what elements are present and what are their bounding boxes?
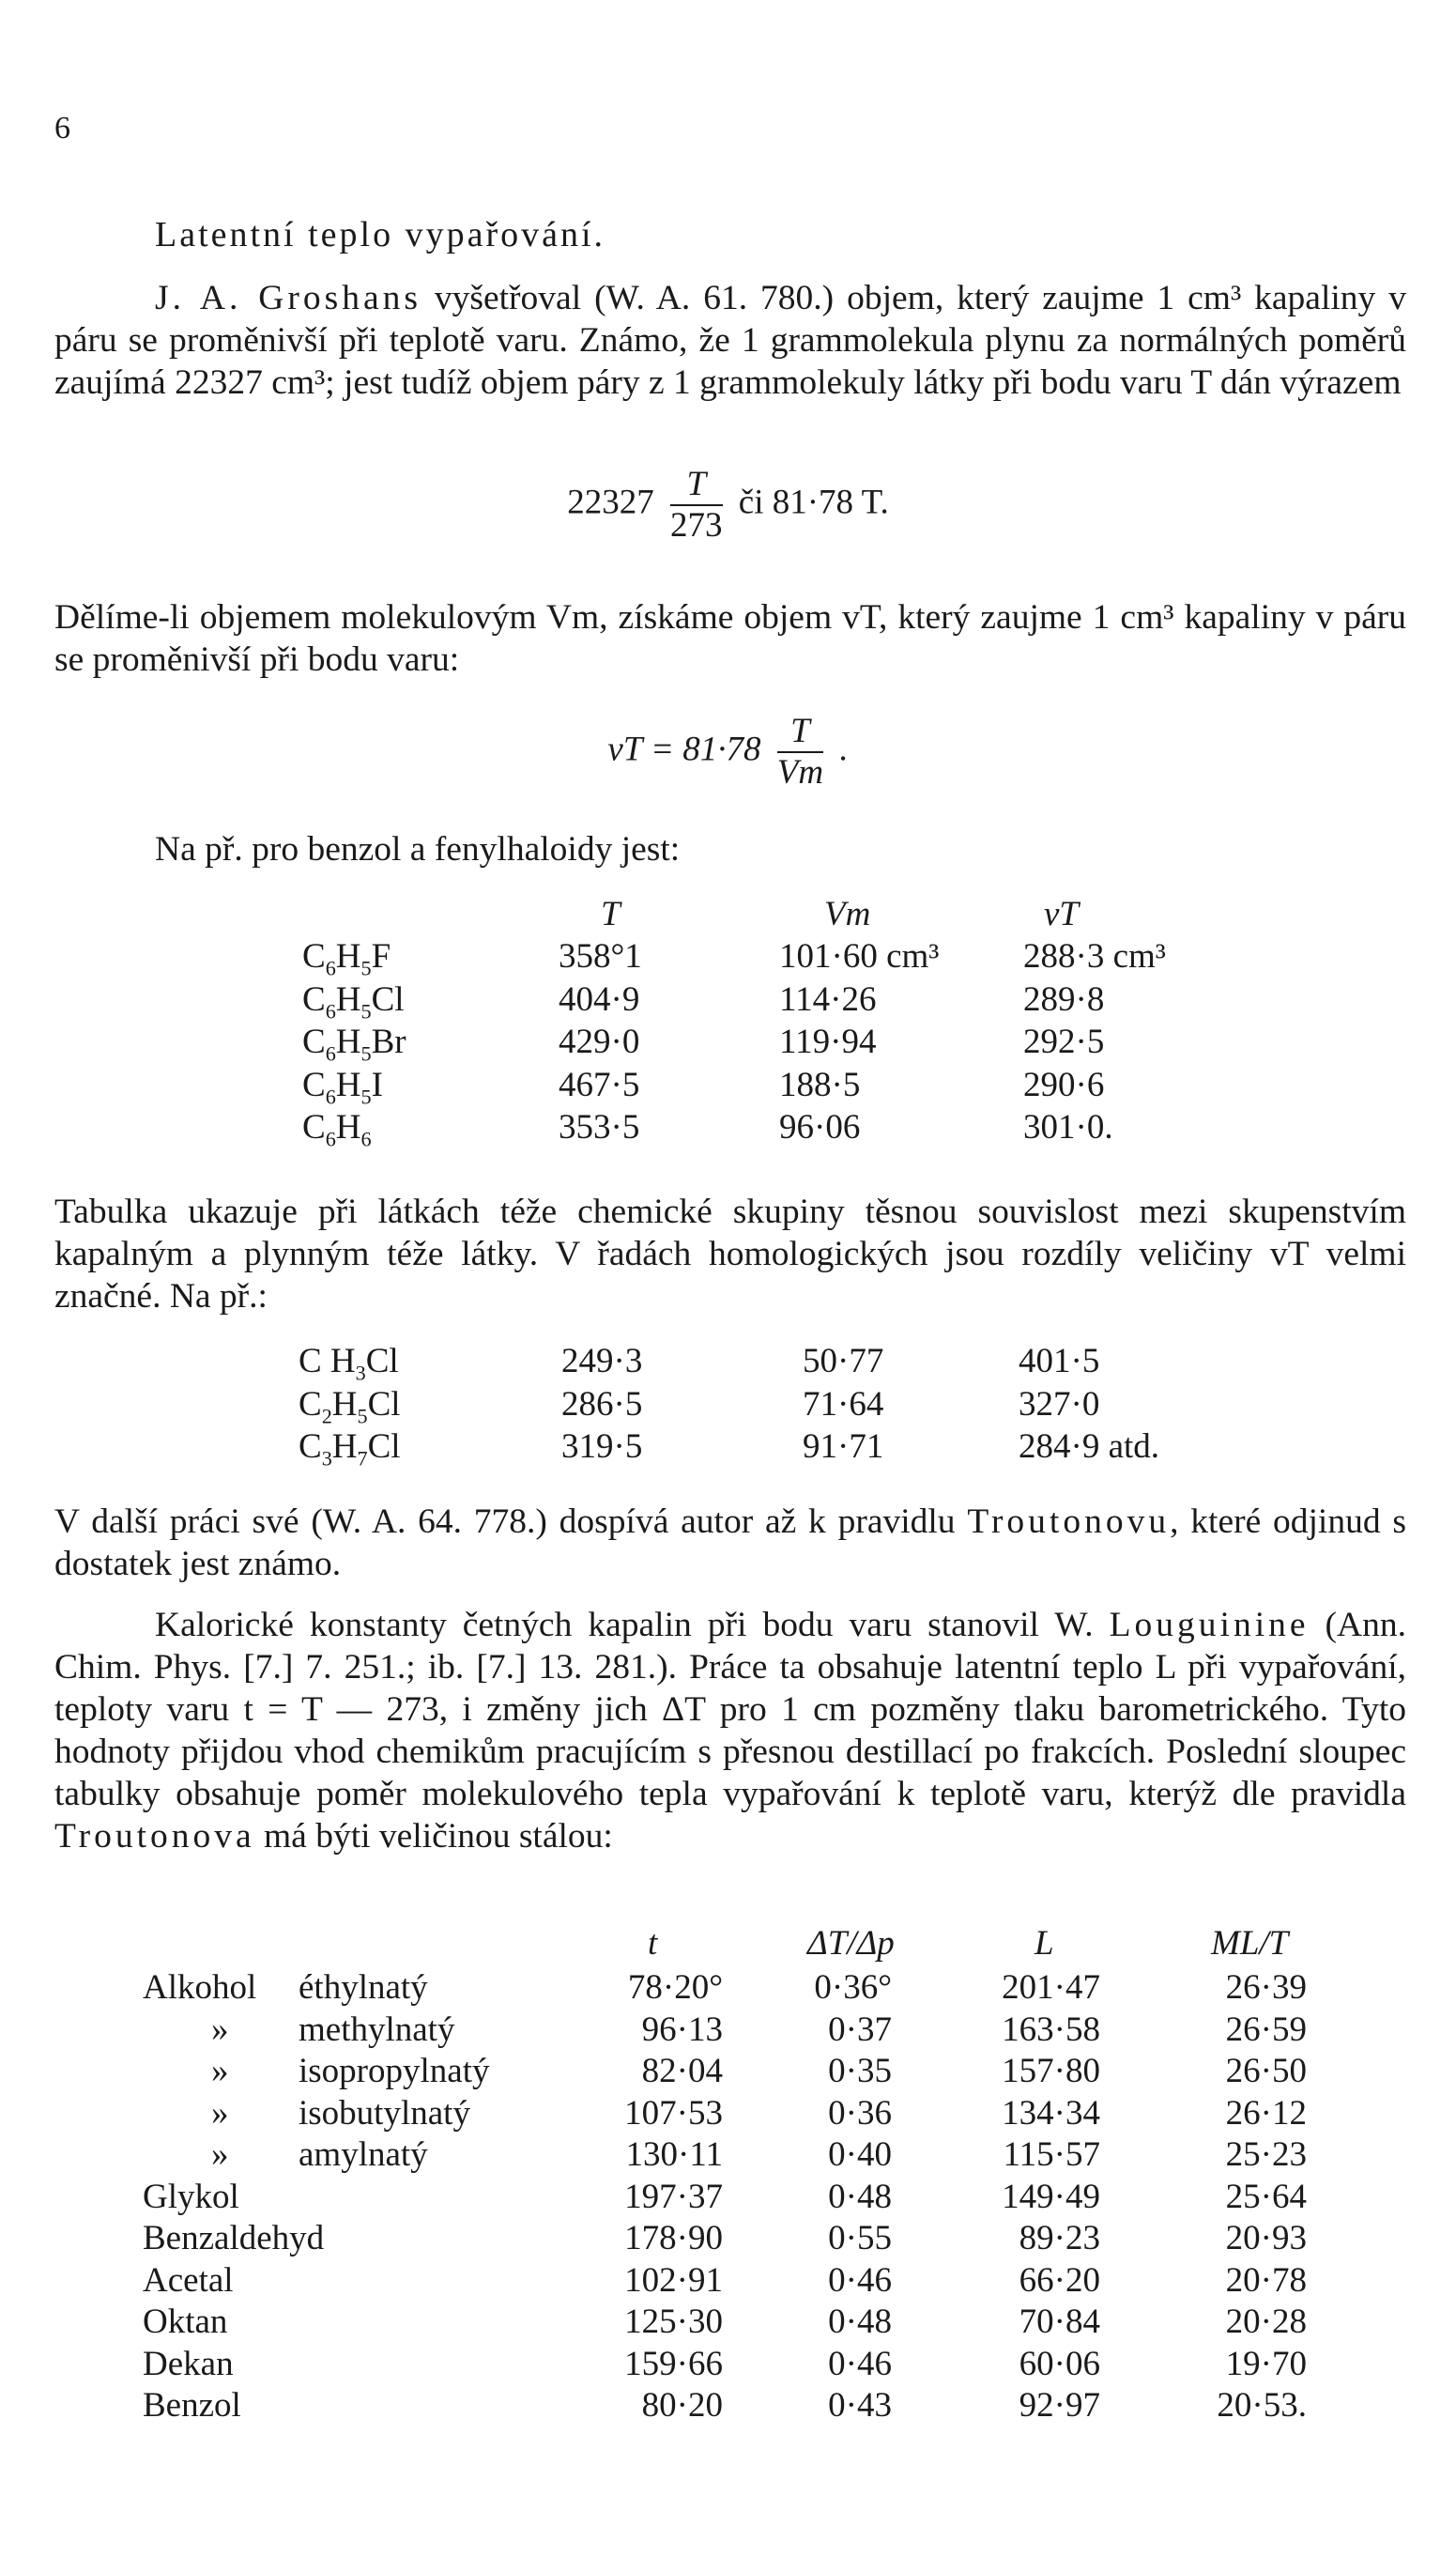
table3-header-t: t <box>648 1924 658 1963</box>
table3-row <box>0 2260 1456 2303</box>
substance-name: amylnatý <box>299 2135 428 2174</box>
boiling-temperature-t: 107·53 <box>624 2093 723 2133</box>
substance-name: isopropylnatý <box>299 2052 490 2090</box>
formula2-fraction <box>777 712 823 793</box>
compound-name: $C_6H_6$ <box>302 1108 372 1151</box>
molar-volume-Vm: 188·5 <box>779 1065 861 1104</box>
pressure-change-dT: 0·40 <box>828 2135 892 2174</box>
table2-value-a: 249·3 <box>561 1342 643 1380</box>
paragraph-trouton <box>54 1501 1406 1585</box>
paragraph-louguinine <box>54 1604 1406 1857</box>
formula1-suffix: či 81·78 T. <box>738 483 889 522</box>
compound-name: $C_6H_5Br$ <box>302 1023 406 1066</box>
formula-volume <box>0 465 1456 546</box>
pressure-change-dT: 0·48 <box>828 2177 892 2216</box>
table2-value-a: 319·5 <box>561 1427 643 1466</box>
table2-value-b: 91·71 <box>803 1427 884 1466</box>
formula2-denominator: Vm <box>776 753 824 792</box>
table1-row <box>0 1065 1456 1107</box>
trouton-ratio-ML-T: 25·23 <box>1225 2135 1307 2174</box>
table3-row <box>0 2093 1456 2135</box>
trouton-ratio-ML-T: 20·93 <box>1225 2219 1307 2257</box>
intro-paragraph <box>54 277 1406 404</box>
vapour-volume-vT: 290·6 <box>1023 1065 1105 1104</box>
table3-row <box>0 2218 1456 2260</box>
paragraph-example-text: Na př. pro benzol a fenylhaloidy jest: <box>155 830 681 869</box>
vapour-volume-vT: 288·3 cm³ <box>1023 937 1166 976</box>
pressure-change-dT: 0·46 <box>828 2260 892 2300</box>
table1-row <box>0 1107 1456 1149</box>
table3-row <box>0 2134 1456 2177</box>
trouton-ratio-ML-T: 20·53. <box>1217 2386 1307 2425</box>
table1-header-t: T <box>601 895 621 933</box>
pressure-change-dT: 0·35 <box>828 2052 892 2090</box>
boiling-point-T: 404·9 <box>559 979 640 1019</box>
table2-value-c: 284·9 atd. <box>1019 1427 1160 1466</box>
boiling-temperature-t: 159·66 <box>624 2344 723 2383</box>
paragraph-molar-volume <box>54 596 1406 681</box>
latent-heat-L: 92·97 <box>1019 2386 1100 2425</box>
louguinine-name: Louguinine <box>1109 1606 1310 1644</box>
table3-header-ml: ML/T <box>1211 1924 1289 1963</box>
row-group-label: » <box>211 2135 229 2174</box>
molar-volume-Vm: 114·26 <box>779 979 877 1019</box>
row-group-label: Alkohol <box>143 1968 257 2007</box>
boiling-temperature-t: 102·91 <box>624 2260 723 2300</box>
table3-header-l: L <box>1035 1924 1054 1963</box>
table1-row <box>0 979 1456 1022</box>
latent-heat-L: 70·84 <box>1019 2303 1100 2341</box>
section-title: Latentní teplo vypařování. <box>155 215 606 254</box>
boiling-temperature-t: 178·90 <box>624 2219 723 2257</box>
intro-text: vyšetřoval (W. A. 61. 780.) objem, který zaujme 1 cm³ kapaliny v páru se proměnivší při teplotě varu. Známo, že 1 grammolekula plynu za normálných poměrů zaujímá 22327 cm³; jest tudíž objem páry z 1 grammolekuly látky při bodu varu T dán výrazem <box>54 279 1406 402</box>
table1-row <box>0 1022 1456 1064</box>
molar-volume-Vm: 96·06 <box>779 1108 861 1147</box>
latent-heat-L: 89·23 <box>1019 2219 1100 2257</box>
table3-row <box>0 2344 1456 2386</box>
formula1-fraction <box>670 465 723 546</box>
table3-row <box>0 1967 1456 2010</box>
trouton-ratio-ML-T: 26·39 <box>1225 1968 1307 2007</box>
latent-heat-L: 163·58 <box>1002 2010 1100 2049</box>
pressure-change-dT: 0·55 <box>828 2219 892 2257</box>
table3-header-dt: ΔT/Δp <box>807 1924 895 1963</box>
table3-row <box>0 2302 1456 2344</box>
table2-row <box>0 1341 1456 1383</box>
trouton-ratio-ML-T: 26·59 <box>1225 2010 1307 2049</box>
paragraph-table-comment <box>54 1191 1406 1317</box>
table3-row <box>0 2177 1456 2219</box>
vapour-volume-vT: 301·0. <box>1023 1108 1113 1147</box>
author-name: J. A. Groshans <box>155 279 421 317</box>
table3-row <box>0 2385 1456 2427</box>
formula1-denominator: 273 <box>670 506 723 545</box>
table2-value-b: 50·77 <box>803 1342 884 1380</box>
latent-heat-L: 157·80 <box>1002 2052 1100 2090</box>
substance-name: Oktan <box>143 2303 228 2341</box>
table3-row <box>0 2051 1456 2093</box>
molar-volume-Vm: 119·94 <box>779 1023 877 1061</box>
row-group-label: » <box>211 2052 229 2090</box>
latent-heat-L: 115·57 <box>1003 2135 1100 2174</box>
formula1-numerator: T <box>670 465 723 506</box>
trouton-ratio-ML-T: 20·28 <box>1225 2303 1307 2341</box>
paragraph-louguinine-after: má býti veličinou stálou: <box>254 1817 613 1856</box>
row-group-label: » <box>211 2010 229 2049</box>
vapour-volume-vT: 292·5 <box>1023 1023 1105 1061</box>
latent-heat-L: 134·34 <box>1002 2093 1100 2133</box>
substance-name: Benzol <box>143 2386 241 2425</box>
formula2-lhs: vT = 81·78 <box>607 730 761 769</box>
table3-header <box>0 1923 1456 1965</box>
boiling-point-T: 358°1 <box>559 937 642 976</box>
paragraph-table-comment-text: Tabulka ukazuje při látkách téže chemické skupiny těsnou souvislost mezi skupenstvím kapalným a plynným téže látky. V řadách homologických jsou rozdíly veličiny vT velmi značné. Na př.: <box>54 1193 1406 1316</box>
latent-heat-L: 149·49 <box>1002 2177 1100 2216</box>
latent-heat-L: 66·20 <box>1019 2260 1100 2300</box>
compound-name: $C_6H_5I$ <box>302 1065 383 1108</box>
substance-name: Glykol <box>143 2177 239 2216</box>
boiling-temperature-t: 96·13 <box>641 2010 723 2049</box>
substance-name: isobutylnatý <box>299 2093 470 2133</box>
table1-header <box>0 894 1456 936</box>
table1-header-vt: vT <box>1044 895 1079 933</box>
paragraph-trouton-before: V další práci své (W. A. 64. 778.) dospívá autor až k pravidlu <box>54 1502 968 1541</box>
table2-row <box>0 1384 1456 1426</box>
boiling-temperature-t: 78·20° <box>627 1968 723 2007</box>
boiling-point-T: 429·0 <box>559 1023 640 1061</box>
paragraph-trouton-after: , které odjinud s dostatek jest známo. <box>54 1502 1406 1583</box>
compound-name: $C_6H_5F$ <box>302 937 391 980</box>
paragraph-example <box>54 828 1406 870</box>
table2-value-b: 71·64 <box>803 1384 884 1424</box>
formula1-prefix: 22327 <box>567 483 654 522</box>
pressure-change-dT: 0·48 <box>828 2303 892 2341</box>
paragraph-molar-volume-text: Dělíme-li objemem molekulovým Vm, získáme objem vT, který zaujme 1 cm³ kapaliny v páru se proměnivší při bodu varu: <box>54 598 1406 679</box>
table1-row <box>0 936 1456 978</box>
table2-value-c: 401·5 <box>1019 1342 1100 1380</box>
substance-name: éthylnatý <box>299 1968 428 2007</box>
pressure-change-dT: 0·36° <box>814 1968 892 2007</box>
paragraph-louguinine-before: Kalorické konstanty četných kapalin při bodu varu stanovil W. <box>155 1606 1110 1644</box>
boiling-temperature-t: 197·37 <box>624 2177 723 2216</box>
troutonova-name: Troutonova <box>54 1817 255 1856</box>
substance-name: methylnatý <box>299 2010 455 2049</box>
page-number: 6 <box>54 111 70 146</box>
boiling-temperature-t: 130·11 <box>625 2135 723 2174</box>
trouton-ratio-ML-T: 20·78 <box>1225 2260 1307 2300</box>
boiling-temperature-t: 80·20 <box>641 2386 723 2425</box>
latent-heat-L: 60·06 <box>1019 2344 1100 2383</box>
trouton-ratio-ML-T: 19·70 <box>1225 2344 1307 2383</box>
compound-name: C $H_3Cl$ <box>299 1342 399 1385</box>
latent-heat-L: 201·47 <box>1002 1968 1100 2007</box>
trouton-name: Troutonovu <box>967 1502 1171 1541</box>
paragraph-louguinine-middle: (Ann. Chim. Phys. [7.] 7. 251.; ib. [7.] 13. 281.). Práce ta obsahuje latentní teplo L při vypařování, teploty varu t = T — 273, i změny jich ΔT pro 1 cm pozměny tlaku barometrického. Tyto hodnoty přijdou vhod chemikům pracujícím s přesnou destillací po frakcích. Poslední sloupec tabulky obsahuje poměr molekulového tepla vypařování k teplotě varu, kterýž dle pravidla <box>54 1606 1406 1813</box>
pressure-change-dT: 0·43 <box>828 2386 892 2425</box>
molar-volume-Vm: 101·60 cm³ <box>779 937 940 976</box>
table2-value-c: 327·0 <box>1019 1384 1100 1424</box>
trouton-ratio-ML-T: 26·12 <box>1225 2093 1307 2133</box>
compound-name: $C_3H_7Cl$ <box>299 1427 401 1471</box>
substance-name: Acetal <box>143 2260 234 2300</box>
table1-header-vm: Vm <box>824 895 871 933</box>
compound-name: $C_2H_5Cl$ <box>299 1384 401 1427</box>
row-group-label: » <box>211 2093 229 2133</box>
substance-name: Benzaldehyd <box>143 2219 325 2257</box>
substance-name: Dekan <box>143 2344 234 2383</box>
formula2-suffix: . <box>839 730 849 769</box>
formula2-numerator: T <box>777 712 823 753</box>
boiling-temperature-t: 82·04 <box>641 2052 723 2090</box>
vapour-volume-vT: 289·8 <box>1023 979 1105 1019</box>
boiling-temperature-t: 125·30 <box>624 2303 723 2341</box>
pressure-change-dT: 0·46 <box>828 2344 892 2383</box>
compound-name: $C_6H_5Cl$ <box>302 979 405 1023</box>
boiling-point-T: 353·5 <box>559 1108 640 1147</box>
table2-row <box>0 1426 1456 1469</box>
pressure-change-dT: 0·36 <box>828 2093 892 2133</box>
table3-row <box>0 2010 1456 2052</box>
table2-value-a: 286·5 <box>561 1384 643 1424</box>
pressure-change-dT: 0·37 <box>828 2010 892 2049</box>
boiling-point-T: 467·5 <box>559 1065 640 1104</box>
trouton-ratio-ML-T: 26·50 <box>1225 2052 1307 2090</box>
trouton-ratio-ML-T: 25·64 <box>1225 2177 1307 2216</box>
formula-vt <box>0 712 1456 793</box>
